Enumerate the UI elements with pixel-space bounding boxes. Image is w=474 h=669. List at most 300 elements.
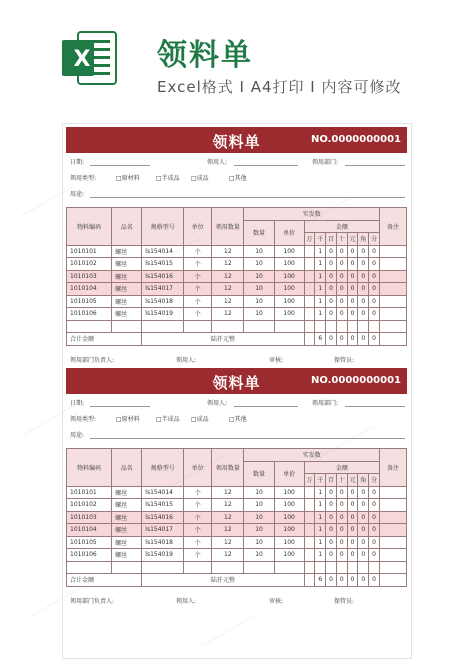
purpose-line [90, 197, 405, 198]
table-row [67, 320, 407, 333]
cell-material-code: 1010106 [67, 549, 112, 562]
cell-amount-digit: 0 [347, 258, 358, 271]
header-amount: 金额 [304, 461, 379, 474]
cell-amount-digit [304, 536, 315, 549]
receiver-label: 领用人: [207, 400, 228, 407]
cell-empty [274, 320, 304, 333]
table-total-row [67, 333, 407, 346]
cell-unit: 个 [184, 295, 212, 308]
cell-empty [212, 561, 244, 574]
cell-empty [379, 320, 406, 333]
cell-spec-model: ls154019 [142, 308, 184, 321]
cell-product-name: 螺丝 [112, 295, 142, 308]
cell-amount-digit: 0 [347, 270, 358, 283]
cell-unit: 个 [184, 308, 212, 321]
cell-empty [67, 320, 112, 333]
type-option-checkbox: □成品 [191, 175, 209, 182]
type-option-checkbox: □其他 [229, 175, 247, 182]
header-product-name: 品名 [112, 208, 142, 246]
cell-unit-price: 100 [274, 524, 304, 537]
header-unit: 单位 [184, 449, 212, 487]
type-label: 领用类型: [70, 175, 97, 182]
cell-amount-digit: 0 [326, 486, 337, 499]
total-amount-digit: 0 [336, 333, 347, 346]
cell-remark [379, 511, 406, 524]
type-option-checkbox: □原材料 [116, 416, 140, 423]
header-requested-qty: 领用数量 [212, 449, 244, 487]
material-requisition-form [66, 368, 407, 603]
cell-unit-price: 100 [274, 283, 304, 296]
cell-amount-digit: 0 [347, 511, 358, 524]
cell-qty: 10 [244, 524, 274, 537]
cell-empty [336, 320, 347, 333]
cell-product-name: 螺丝 [112, 270, 142, 283]
material-requisition-form [66, 127, 407, 362]
form-number: NO.0000000001 [310, 134, 401, 145]
cell-empty [358, 320, 369, 333]
cell-product-name: 螺丝 [112, 524, 142, 537]
type-option-checkbox: □原材料 [116, 175, 140, 182]
cell-empty [347, 320, 358, 333]
total-label: 合计金额 [67, 574, 142, 587]
cell-spec-model: ls154018 [142, 295, 184, 308]
receiver-line [234, 165, 298, 166]
cell-empty [326, 561, 337, 574]
cell-amount-digit [304, 283, 315, 296]
header-unit-price: 单价 [274, 220, 304, 245]
cell-amount-digit: 0 [358, 295, 369, 308]
cell-amount-digit: 1 [315, 511, 326, 524]
cell-material-code: 1010106 [67, 308, 112, 321]
cell-amount-digit [304, 499, 315, 512]
header-digit-place: 十 [336, 474, 347, 487]
cell-spec-model: ls154015 [142, 258, 184, 271]
cell-amount-digit: 1 [315, 295, 326, 308]
cell-unit: 个 [184, 524, 212, 537]
header-unit: 单位 [184, 208, 212, 246]
total-amount-digit: 0 [369, 574, 380, 587]
cell-unit-price: 100 [274, 258, 304, 271]
cell-spec-model: ls154016 [142, 270, 184, 283]
cell-amount-digit: 0 [358, 283, 369, 296]
cell-amount-digit: 0 [326, 270, 337, 283]
cell-unit: 个 [184, 549, 212, 562]
dept-label: 领用部门: [312, 400, 339, 407]
cell-remark [379, 283, 406, 296]
cell-remark [379, 333, 406, 346]
cell-requested-qty: 12 [212, 499, 244, 512]
total-amount-digit: 0 [358, 333, 369, 346]
cell-unit: 个 [184, 511, 212, 524]
total-amount-digit: 6 [315, 333, 326, 346]
table-total-row [67, 574, 407, 587]
cell-amount-digit: 0 [326, 524, 337, 537]
cell-amount-digit: 1 [315, 499, 326, 512]
cell-amount-digit: 0 [347, 295, 358, 308]
cell-amount-digit: 0 [347, 245, 358, 258]
cell-empty [244, 561, 274, 574]
total-in-words: 陆仟元整 [142, 333, 304, 346]
type-option-checkbox: □半成品 [156, 175, 180, 182]
cell-spec-model: ls154016 [142, 511, 184, 524]
cell-product-name: 螺丝 [112, 549, 142, 562]
cell-requested-qty: 12 [212, 549, 244, 562]
table-row [67, 270, 407, 283]
cell-material-code: 1010103 [67, 511, 112, 524]
cell-amount-digit: 0 [326, 283, 337, 296]
cell-amount-digit: 0 [369, 270, 380, 283]
cell-amount-digit: 0 [336, 283, 347, 296]
approver-label: 审核: [269, 357, 284, 364]
cell-qty: 10 [244, 270, 274, 283]
cell-qty: 10 [244, 486, 274, 499]
cell-empty [315, 561, 326, 574]
form-title-bar [66, 127, 407, 153]
header-digit-place: 角 [358, 474, 369, 487]
cell-unit-price: 100 [274, 245, 304, 258]
total-amount-digit: 0 [326, 574, 337, 587]
cell-amount-digit: 0 [369, 283, 380, 296]
purpose-label: 用途: [70, 432, 85, 439]
cell-remark [379, 499, 406, 512]
header-digit-place: 分 [369, 474, 380, 487]
header-amount: 金额 [304, 220, 379, 233]
cell-requested-qty: 12 [212, 524, 244, 537]
cell-empty [142, 561, 184, 574]
table-row [67, 549, 407, 562]
cell-qty: 10 [244, 499, 274, 512]
cell-amount-digit: 0 [358, 258, 369, 271]
signature-row [66, 593, 407, 607]
cell-requested-qty: 12 [212, 258, 244, 271]
cell-spec-model: ls154017 [142, 283, 184, 296]
header-remark: 备注 [379, 449, 406, 487]
type-option-checkbox: □半成品 [156, 416, 180, 423]
cell-qty: 10 [244, 308, 274, 321]
header-unit-price: 单价 [274, 461, 304, 486]
cell-remark [379, 270, 406, 283]
cell-empty [212, 320, 244, 333]
info-row-type [66, 169, 407, 185]
total-amount-digit: 0 [347, 333, 358, 346]
header-requested-qty: 领用数量 [212, 208, 244, 246]
total-amount-digit: 6 [315, 574, 326, 587]
cell-requested-qty: 12 [212, 511, 244, 524]
cell-material-code: 1010105 [67, 295, 112, 308]
cell-amount-digit: 0 [358, 308, 369, 321]
cell-amount-digit: 0 [336, 258, 347, 271]
cell-amount-digit: 0 [326, 549, 337, 562]
header-digit-place: 分 [369, 233, 380, 246]
cell-amount-digit: 0 [336, 524, 347, 537]
cell-amount-digit: 0 [336, 549, 347, 562]
header-material-code: 物料编码 [67, 449, 112, 487]
cell-material-code: 1010105 [67, 536, 112, 549]
info-row-dates [66, 153, 407, 169]
cell-remark [379, 574, 406, 587]
cell-remark [379, 536, 406, 549]
cell-amount-digit: 0 [326, 499, 337, 512]
table-row [67, 486, 407, 499]
cell-amount-digit: 1 [315, 486, 326, 499]
cell-amount-digit: 0 [336, 308, 347, 321]
cell-amount-digit: 1 [315, 258, 326, 271]
form-number: NO.0000000001 [310, 375, 401, 386]
table-header-row [67, 208, 407, 221]
header-qty: 数量 [244, 220, 274, 245]
header-digit-place: 万 [304, 233, 315, 246]
cell-product-name: 螺丝 [112, 283, 142, 296]
cell-product-name: 螺丝 [112, 486, 142, 499]
dept-line [345, 406, 405, 407]
cell-amount-digit [304, 258, 315, 271]
cell-unit-price: 100 [274, 486, 304, 499]
cell-remark [379, 549, 406, 562]
cell-remark [379, 524, 406, 537]
table-row [67, 536, 407, 549]
cell-requested-qty: 12 [212, 245, 244, 258]
cell-empty [369, 561, 380, 574]
cell-amount-digit: 0 [326, 511, 337, 524]
cell-unit-price: 100 [274, 549, 304, 562]
cell-amount-digit: 1 [315, 536, 326, 549]
cell-amount-digit: 0 [369, 549, 380, 562]
cell-amount-digit: 0 [369, 295, 380, 308]
cell-empty [326, 320, 337, 333]
form-title: 领料单 [212, 374, 261, 392]
header-qty: 数量 [244, 461, 274, 486]
form-title-bar [66, 368, 407, 394]
cell-empty [336, 561, 347, 574]
cell-spec-model: ls154019 [142, 549, 184, 562]
cell-requested-qty: 12 [212, 308, 244, 321]
header-digit-place: 千 [315, 233, 326, 246]
cell-amount-digit: 0 [358, 499, 369, 512]
cell-material-code: 1010101 [67, 486, 112, 499]
cell-amount-digit: 0 [369, 511, 380, 524]
cell-spec-model: ls154017 [142, 524, 184, 537]
header-spec-model: 规格型号 [142, 208, 184, 246]
cell-empty [315, 320, 326, 333]
total-amount-digit: 0 [326, 333, 337, 346]
info-row-type [66, 410, 407, 426]
cell-remark [379, 258, 406, 271]
cell-empty [379, 561, 406, 574]
cell-spec-model: ls154014 [142, 486, 184, 499]
signature-row [66, 352, 407, 366]
cell-amount-digit: 0 [336, 511, 347, 524]
cell-qty: 10 [244, 549, 274, 562]
keeper-label: 保管员: [334, 357, 355, 364]
header-digit-place: 十 [336, 233, 347, 246]
table-row [67, 524, 407, 537]
cell-empty [112, 320, 142, 333]
cell-material-code: 1010103 [67, 270, 112, 283]
cell-requested-qty: 12 [212, 486, 244, 499]
total-amount-digit: 0 [336, 574, 347, 587]
cell-amount-digit: 0 [326, 536, 337, 549]
cell-empty [184, 320, 212, 333]
cell-amount-digit: 0 [336, 486, 347, 499]
cell-amount-digit: 1 [315, 270, 326, 283]
cell-amount-digit: 0 [369, 486, 380, 499]
cell-amount-digit [304, 270, 315, 283]
cell-qty: 10 [244, 511, 274, 524]
cell-material-code: 1010102 [67, 258, 112, 271]
total-amount-digit [304, 574, 315, 587]
cell-spec-model: ls154014 [142, 245, 184, 258]
cell-amount-digit: 0 [336, 536, 347, 549]
cell-amount-digit [304, 511, 315, 524]
requisition-table [66, 207, 407, 346]
page-subtitle: Excel格式 I A4打印 I 内容可修改 [157, 78, 402, 96]
cell-empty [304, 561, 315, 574]
cell-unit-price: 100 [274, 295, 304, 308]
cell-qty: 10 [244, 283, 274, 296]
cell-remark [379, 245, 406, 258]
cell-amount-digit: 1 [315, 549, 326, 562]
cell-empty [347, 561, 358, 574]
date-line [90, 406, 150, 407]
cell-amount-digit: 0 [326, 258, 337, 271]
cell-amount-digit [304, 549, 315, 562]
cell-unit-price: 100 [274, 270, 304, 283]
cell-unit: 个 [184, 258, 212, 271]
total-label: 合计金额 [67, 333, 142, 346]
cell-amount-digit: 0 [347, 283, 358, 296]
type-option-checkbox: □其他 [229, 416, 247, 423]
cell-qty: 10 [244, 295, 274, 308]
cell-requested-qty: 12 [212, 270, 244, 283]
cell-remark [379, 486, 406, 499]
type-label: 领用类型: [70, 416, 97, 423]
cell-product-name: 螺丝 [112, 258, 142, 271]
header-digit-place: 万 [304, 474, 315, 487]
cell-amount-digit: 0 [358, 536, 369, 549]
cell-amount-digit: 0 [347, 486, 358, 499]
cell-empty [142, 320, 184, 333]
cell-amount-digit: 1 [315, 245, 326, 258]
cell-unit: 个 [184, 245, 212, 258]
header-remark: 备注 [379, 208, 406, 246]
cell-requested-qty: 12 [212, 536, 244, 549]
cell-material-code: 1010104 [67, 283, 112, 296]
header-material-code: 物料编码 [67, 208, 112, 246]
purpose-label: 用途: [70, 191, 85, 198]
cell-material-code: 1010102 [67, 499, 112, 512]
table-row [67, 245, 407, 258]
cell-amount-digit: 0 [326, 295, 337, 308]
header-digit-place: 元 [347, 233, 358, 246]
cell-amount-digit: 0 [336, 245, 347, 258]
footer-receiver-label: 领用人: [176, 357, 197, 364]
header-actual-issued: 实发数 [244, 208, 380, 221]
cell-unit: 个 [184, 270, 212, 283]
cell-amount-digit: 0 [369, 536, 380, 549]
cell-amount-digit: 0 [358, 549, 369, 562]
cell-amount-digit: 1 [315, 283, 326, 296]
cell-requested-qty: 12 [212, 295, 244, 308]
cell-amount-digit: 0 [336, 499, 347, 512]
total-amount-digit: 0 [358, 574, 369, 587]
cell-remark [379, 308, 406, 321]
cell-amount-digit: 0 [336, 295, 347, 308]
cell-amount-digit: 0 [347, 549, 358, 562]
cell-qty: 10 [244, 245, 274, 258]
cell-amount-digit [304, 486, 315, 499]
cell-amount-digit: 0 [358, 245, 369, 258]
cell-empty [274, 561, 304, 574]
cell-amount-digit: 0 [369, 245, 380, 258]
cell-unit: 个 [184, 283, 212, 296]
header-digit-place: 千 [315, 474, 326, 487]
requisition-table [66, 448, 407, 587]
cell-unit-price: 100 [274, 536, 304, 549]
cell-empty [184, 561, 212, 574]
cell-qty: 10 [244, 258, 274, 271]
cell-product-name: 螺丝 [112, 511, 142, 524]
date-label: 日期: [70, 159, 85, 166]
info-row-purpose [66, 185, 407, 201]
cell-amount-digit: 0 [347, 499, 358, 512]
table-row [67, 295, 407, 308]
info-row-dates [66, 394, 407, 410]
keeper-label: 保管员: [334, 598, 355, 605]
cell-amount-digit: 0 [347, 536, 358, 549]
cell-amount-digit [304, 308, 315, 321]
cell-amount-digit: 0 [358, 486, 369, 499]
receiver-line [234, 406, 298, 407]
cell-amount-digit: 0 [369, 258, 380, 271]
cell-requested-qty: 12 [212, 283, 244, 296]
dept-head-label: 领用部门负责人: [70, 357, 115, 364]
cell-unit-price: 100 [274, 308, 304, 321]
cell-unit: 个 [184, 536, 212, 549]
cell-product-name: 螺丝 [112, 536, 142, 549]
header-digit-place: 角 [358, 233, 369, 246]
cell-material-code: 1010104 [67, 524, 112, 537]
cell-unit: 个 [184, 486, 212, 499]
dept-line [345, 165, 405, 166]
header-actual-issued: 实发数 [244, 449, 380, 462]
cell-empty [369, 320, 380, 333]
header-digit-place: 元 [347, 474, 358, 487]
cell-unit-price: 100 [274, 499, 304, 512]
cell-qty: 10 [244, 536, 274, 549]
info-row-purpose [66, 426, 407, 442]
cell-unit: 个 [184, 499, 212, 512]
cell-empty [358, 561, 369, 574]
header-product-name: 品名 [112, 449, 142, 487]
cell-amount-digit: 0 [358, 524, 369, 537]
cell-amount-digit: 0 [369, 524, 380, 537]
dept-label: 领用部门: [312, 159, 339, 166]
table-row [67, 499, 407, 512]
cell-amount-digit [304, 295, 315, 308]
logo-letter: X [73, 47, 91, 72]
table-header-row [67, 449, 407, 462]
cell-amount-digit: 0 [347, 308, 358, 321]
cell-amount-digit: 0 [326, 308, 337, 321]
cell-remark [379, 295, 406, 308]
cell-empty [112, 561, 142, 574]
cell-amount-digit: 0 [358, 270, 369, 283]
date-label: 日期: [70, 400, 85, 407]
cell-amount-digit: 0 [336, 270, 347, 283]
cell-product-name: 螺丝 [112, 245, 142, 258]
table-row [67, 511, 407, 524]
purpose-line [90, 438, 405, 439]
